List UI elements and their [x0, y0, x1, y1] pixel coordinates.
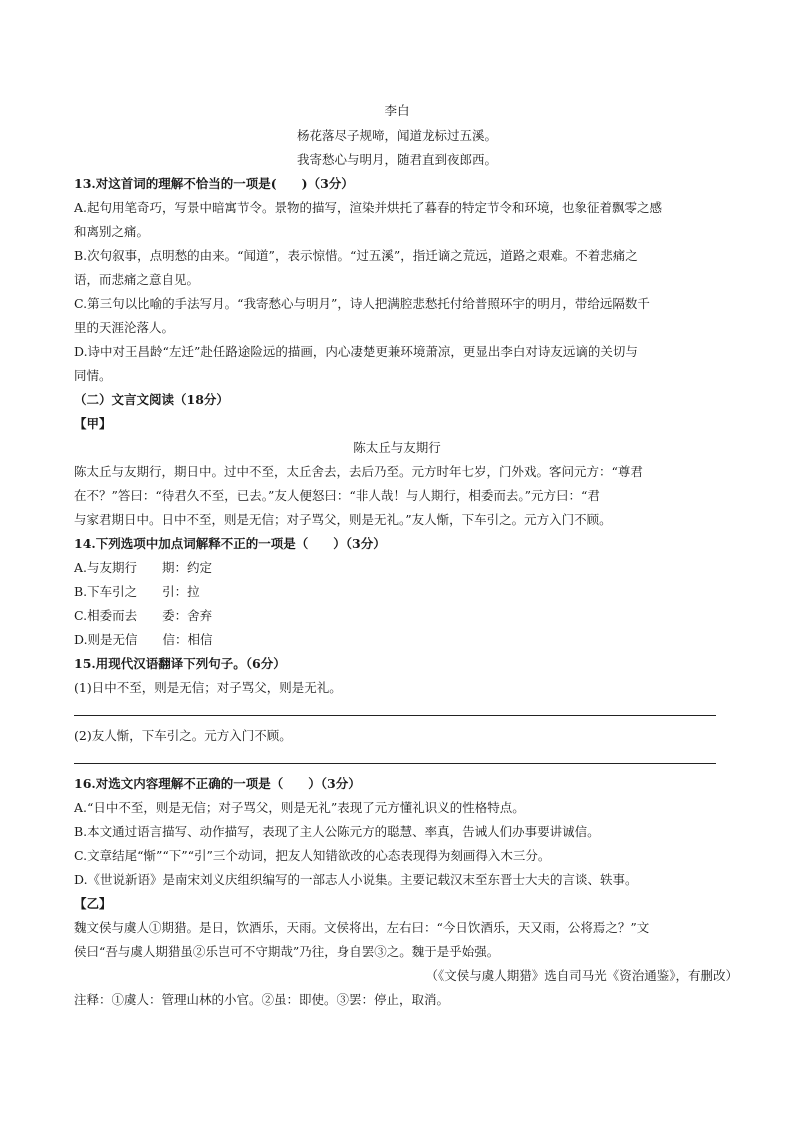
passage-jia-marker: 【甲】 [74, 416, 112, 431]
question-16-option-b: B.本文通过语言描写、动作描写，表现了主人公陈元方的聪慧、率真，告诫人们办事要讲诚信。 [74, 824, 600, 839]
question-13-option-a-cont: 和离别之痛。 [74, 224, 150, 239]
question-15-sentence-1: (1)日中不至，则是无信；对子骂父，则是无礼。 [74, 680, 342, 695]
answer-line-2[interactable] [74, 763, 716, 764]
question-14-option-d: D.则是无信 信：相信 [74, 632, 213, 647]
question-13-option-a: A.起句用笔奇巧，写景中暗寓节令。景物的描写，渲染并烘托了暮春的特定节令和环境，也象征着飘零之感 [74, 200, 663, 215]
passage-jia-line-3: 与家君期日中。日中不至，则是无信；对子骂父，则是无礼。”友人惭，下车引之。元方入门不顾。 [74, 512, 612, 527]
question-13-option-d: D.诗中对王昌龄“左迁”赴任路途险远的描画，内心凄楚更兼环境萧凉，更显出李白对诗友远谪的关切与 [74, 344, 638, 359]
question-13-option-b-cont: 语，而悲痛之意自见。 [74, 272, 200, 287]
question-13-option-b: B.次句叙事，点明愁的由来。“闻道”，表示惊惜。“过五溪”，指迁谪之荒远，道路之艰难。不着悲痛之 [74, 248, 638, 263]
question-14-option-c: C.相委而去 委：舍弃 [74, 608, 213, 623]
question-16-stem: 16.对选文内容理解不正确的一项是（ ）（3分） [74, 776, 361, 791]
question-15-sentence-2: (2)友人惭，下车引之。元方入门不顾。 [74, 728, 292, 743]
passage-yi-line-1: 魏文侯与虞人①期猎。是日，饮酒乐，天雨。文侯将出，左右曰：“今日饮酒乐，天又雨，公将焉之？”文 [74, 920, 650, 935]
question-14-option-a: A.与友期行 期：约定 [74, 560, 213, 575]
question-15-stem: 15.用现代汉语翻译下列句子。（6分） [74, 656, 286, 671]
question-16-option-c: C.文章结尾“惭”“下”“引”三个动词，把友人知错欲改的心态表现得为刻画得入木三分。 [74, 848, 551, 863]
section-heading-classical-reading: （二）文言文阅读（18分） [74, 392, 229, 407]
question-16-option-a: A.“日中不至，则是无信；对子骂父，则是无礼”表现了元方懂礼识义的性格特点。 [74, 800, 525, 815]
question-16-option-d: D.《世说新语》是南宋刘义庆组织编写的一部志人小说集。主要记载汉末至东晋士大夫的言谈、轶事。 [74, 872, 638, 887]
question-13-option-d-cont: 同情。 [74, 368, 112, 383]
passage-jia-title: 陈太丘与友期行 [353, 440, 441, 455]
passage-yi-source: （《文侯与虞人期猎》选自司马光《资治通鉴》，有删改） [425, 968, 738, 983]
passage-jia-line-1: 陈太丘与友期行，期日中。过中不至，太丘舍去，去后乃至。元方时年七岁，门外戏。客问元方：“尊君 [74, 464, 643, 479]
question-14-stem: 14.下列选项中加点词解释不正的一项是（ ）（3分） [74, 536, 386, 551]
poem-line-1: 杨花落尽子规啼，闻道龙标过五溪。 [296, 128, 497, 143]
question-14-option-b: B.下车引之 引：拉 [74, 584, 200, 599]
question-13-stem: 13.对这首词的理解不恰当的一项是( )（3分） [74, 176, 354, 191]
poem-author: 李白 [384, 103, 410, 118]
passage-yi-notes: 注释：①虞人：管理山林的小官。②虽：即使。③罢：停止，取消。 [74, 992, 450, 1007]
answer-line-1[interactable] [74, 715, 716, 716]
passage-jia-line-2: 在不？”答曰：“待君久不至，已去。”友人便怒曰：“非人哉！与人期行，相委而去。”元方曰：“君 [74, 488, 600, 503]
passage-yi-line-2: 侯曰“吾与虞人期猎虽②乐岂可不守期哉”乃往，身自罢③之。魏于是乎始强。 [74, 944, 500, 959]
passage-yi-marker: 【乙】 [74, 896, 112, 911]
question-13-option-c-cont: 里的天涯沦落人。 [74, 320, 175, 335]
question-13-option-c: C.第三句以比喻的手法写月。“我寄愁心与明月”，诗人把满腔悲愁托付给普照环宇的明月，带给远隔数千 [74, 296, 650, 311]
poem-line-2: 我寄愁心与明月，随君直到夜郎西。 [296, 152, 497, 167]
